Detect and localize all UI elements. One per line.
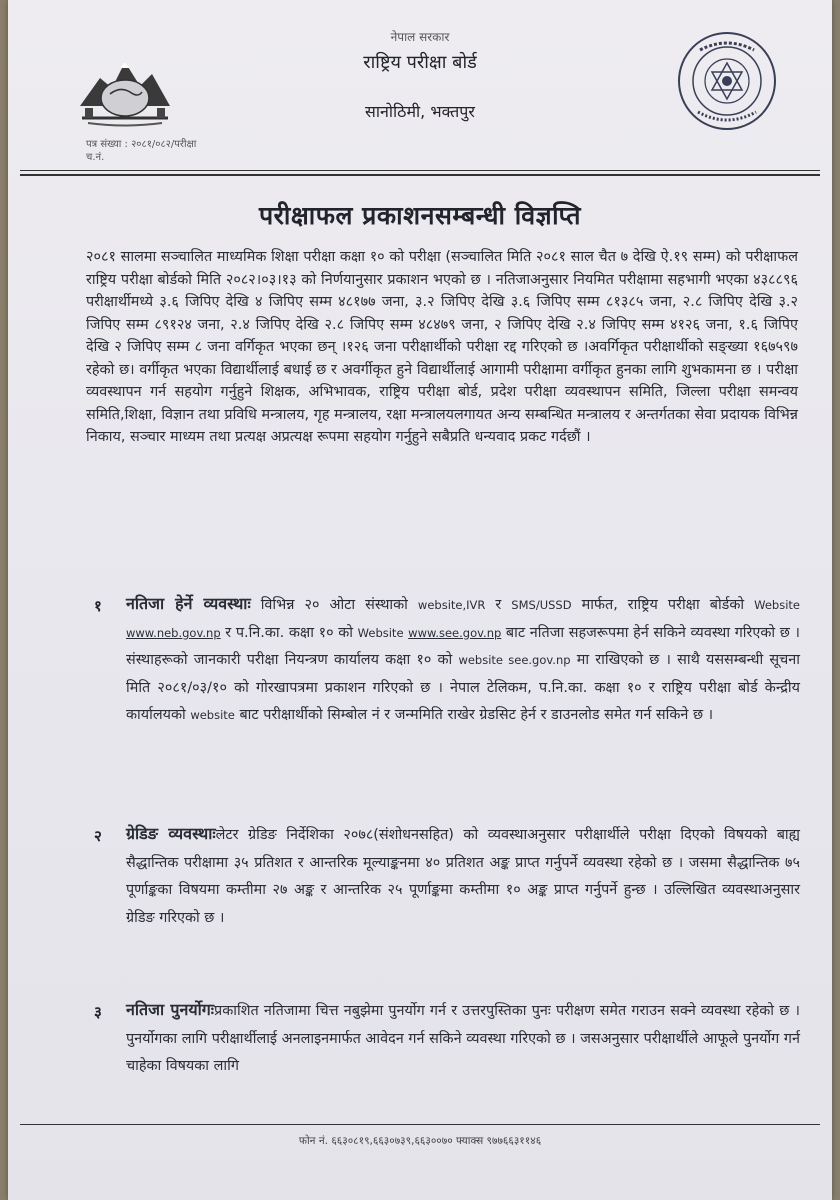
- item-result-viewing: [126, 590, 800, 730]
- item-number-2: २: [94, 827, 102, 845]
- item-heading: नतिजा हेर्ने व्यवस्थाः: [126, 594, 251, 613]
- reference-block: [86, 138, 196, 164]
- reference-number: पत्र संख्या : २०८१/०८२/परीक्षा: [86, 139, 197, 150]
- header-divider: [20, 170, 820, 171]
- item-text: विभिन्न २० ओटा संस्थाको: [250, 597, 418, 613]
- see-website-link[interactable]: www.see.gov.np: [408, 625, 502, 640]
- notice-document: [8, 0, 832, 1200]
- government-name: नेपाल सरकार: [390, 30, 450, 44]
- item-heading: ग्रेडिङ व्यवस्थाः: [126, 824, 216, 843]
- board-address: सानोठिमी, भक्तपुर: [365, 102, 475, 121]
- item-text: बाट नतिजा सहजरूपमा हेर्न सकिने व्यवस्था गरिएको छ । संस्थाहरूको जानकारी परीक्षा नियन्त्रण कार्यालय कक्षा १० को: [126, 624, 801, 668]
- intro-paragraph: २०८१ सालमा सञ्चालित माध्यमिक शिक्षा परीक्षा कक्षा १० को परीक्षा (सञ्चालित मिति २०८१ साल चैत ७ देखि ऐ.१९ सम्म) को परीक्षाफल राष्ट्रिय परीक्षा बोर्डको मिति २०८२।०३।१३ को निर्णयानुसार प्रकाशन भएको छ । नतिजाअनुसार नियमित परीक्षामा सहभागी भएका ४३८८९६ परीक्षार्थीमध्ये ३.६ जिपिए देखि ४ जिपिए सम्म ४८१७७ जना, ३.२ जिपिए देखि ३.६ जिपिए सम्म ८१३८५ जना, २.८ जिपिए देखि ३.२ जिपिए सम्म ८९१२४ जना, २.४ जिपिए देखि २.८ जिपिए सम्म ४८४७९ जना, २ जिपिए देखि २.४ जिपिए सम्म ४१२६ जना, १.६ जिपिए देखि २ जिपिए सम्म ८ जना वर्गिकृत भएका छन् ।१२६ जना परीक्षार्थीको परीक्षा रद्द गरिएको छ ।अवर्गिकृत परीक्षार्थीको सङ्ख्या १६७५९७ रहेको छ। वर्गीकृत भएका विद्यार्थीलाई बधाई छ र अवर्गीकृत हुने विद्यार्थीलाई आगामी परीक्षामा वर्गीकृत हुनका लागि शुभकामना छ । परीक्षा व्यवस्थापन गर्न सहयोग गर्नुहुने शिक्षक, अभिभावक, राष्ट्रिय परीक्षा बोर्ड, प्रदेश परीक्षा व्यवस्थापन समिति, जिल्ला परीक्षा समन्वय समिति,शिक्षा, विज्ञान तथा प्रविधि मन्त्रालय, गृह मन्त्रालय, रक्षा मन्त्रालयलगायत अन्य सम्बन्धित मन्त्रालय र अन्तर्गतका सेवा प्रदायक विभिन्न निकाय, सञ्चार माध्यम तथा प्रत्यक्ष अप्रत्यक्ष रूपमा सहयोग गर्नुहुने सबैप्रति धन्यवाद प्रकट गर्दछौं ।: [86, 249, 798, 445]
- item-heading: नतिजा पुनर्योगः: [126, 1000, 214, 1019]
- item-text: र प.नि.का. कक्षा १० को: [220, 624, 358, 641]
- item-text-latin: Website: [754, 598, 800, 612]
- item-text: र: [485, 597, 512, 613]
- item-text-latin: SMS/USSD: [511, 598, 572, 612]
- item-grading: [126, 820, 800, 932]
- item-number-1: १: [94, 597, 102, 615]
- board-name: राष्ट्रिय परीक्षा बोर्ड: [363, 52, 477, 73]
- item-text-latin: website: [190, 708, 235, 722]
- item-text: बाट परीक्षार्थीको सिम्बोल नं र जन्ममिति राखेर ग्रेडसिट हेर्न र डाउनलोड समेत गर्न सकिने छ ।: [234, 707, 714, 723]
- national-examination-board-seal-icon: [676, 30, 778, 132]
- page-title: परीक्षाफल प्रकाशनसम्बन्धी विज्ञप्ति: [258, 201, 582, 230]
- item-text-latin: Website: [357, 625, 404, 640]
- item-text: मा राखिएको छ । साथै यससम्बन्धी सूचना मिति २०८१/०३/१० को गोरखापत्रमा प्रकाशन गरिएको छ । नेपाल टेलिकम, प.नि.का. कक्षा १० र राष्ट्रिय परीक्षा बोर्ड केन्द्रीय कार्यालयको: [126, 652, 800, 723]
- item-text-latin: website,IVR: [417, 598, 486, 612]
- footer-divider: [20, 1124, 820, 1125]
- header-divider-thick: [20, 174, 820, 176]
- dispatch-number: च.नं.: [86, 152, 105, 163]
- item-retotaling: [126, 996, 800, 1081]
- neb-website-link[interactable]: www.neb.gov.np: [126, 625, 221, 640]
- item-text: मार्फत, राष्ट्रिय परीक्षा बोर्डको: [571, 597, 755, 613]
- footer-contact: फोन नं. ६६३०८१९,६६३०७३९,६६३००७० फ्याक्स ९७७६६३११४६: [298, 1135, 542, 1147]
- item-text-latin: website see.gov.np: [458, 653, 571, 667]
- item-number-3: ३: [94, 1003, 102, 1021]
- item-text: प्रकाशित नतिजामा चित्त नबुझेमा पुनर्योग गर्न र उत्तरपुस्तिका पुनः परीक्षण समेत गराउन सक्ने व्यवस्था रहेको छ । पुनर्योगका लागि परीक्षार्थीलाई अनलाइनमार्फत आवेदन गर्न सकिने व्यवस्था गरिएको छ । जसअनुसार परीक्षार्थीले आफूले पुनर्योग गर्न चाहेका विषयका लागि: [126, 1003, 800, 1074]
- item-text: लेटर ग्रेडिङ निर्देशिका २०७८(संशोधनसहित) को व्यवस्थाअनुसार परीक्षार्थीले परीक्षा दिएको विषयको बाह्य सैद्धान्तिक परीक्षामा ३५ प्रतिशत र आन्तरिक मूल्याङ्कनमा ४० प्रतिशत अङ्क प्राप्त गर्नुपर्ने व्यवस्था रहेको छ । जसमा सैद्धान्तिक ७५ पूर्णाङ्कका विषयमा कम्तीमा २७ अङ्क र आन्तरिक २५ पूर्णाङ्कमा कम्तीमा १० अङ्क प्राप्त गर्नुपर्ने हुन्छ । उल्लिखित व्यवस्थाअनुसार ग्रेडिङ गरिएको छ ।: [126, 827, 800, 926]
